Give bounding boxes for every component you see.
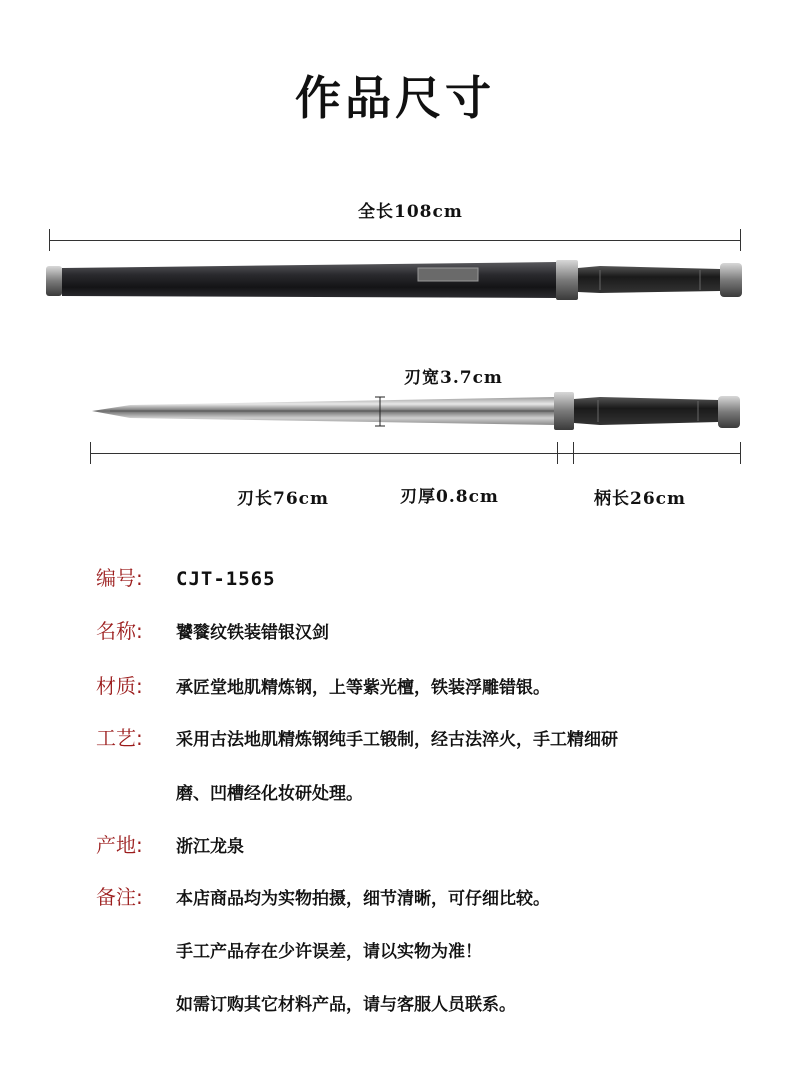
spec-code-row bbox=[96, 562, 276, 591]
spec-material-label: 材质: bbox=[96, 674, 143, 698]
spec-origin-value: 浙江龙泉 bbox=[176, 837, 244, 857]
blade-tick-left bbox=[90, 442, 91, 464]
spec-notes-line-2: 手工产品存在少许误差，请以实物为准！ bbox=[176, 942, 482, 962]
spec-notes-label: 备注: bbox=[96, 885, 143, 909]
spec-craft-row bbox=[96, 722, 618, 751]
spec-origin-label: 产地: bbox=[96, 833, 143, 857]
handle-length-label: 柄长26cm bbox=[594, 489, 686, 509]
spec-craft-label: 工艺: bbox=[96, 726, 143, 750]
spec-notes-row bbox=[96, 881, 550, 910]
blade-thickness-label: 刃厚0.8cm bbox=[400, 487, 499, 507]
spec-craft-value: 采用古法地肌精炼钢纯手工锻制，经古法淬火，手工精细研 bbox=[176, 730, 618, 750]
spec-material-value: 承匠堂地肌精炼钢，上等紫光檀，铁装浮雕错银。 bbox=[176, 678, 550, 698]
handle-tick-left bbox=[573, 442, 574, 464]
blade-handle-dimension-line bbox=[90, 453, 740, 454]
spec-code-label: 编号: bbox=[96, 566, 143, 590]
spec-origin-row bbox=[96, 829, 244, 858]
spec-name-row bbox=[96, 615, 329, 644]
page-title: 作品尺寸 bbox=[295, 71, 495, 125]
handle-tick-right bbox=[740, 442, 741, 464]
spec-code-value: CJT-1565 bbox=[176, 568, 276, 590]
total-length-label: 全长108cm bbox=[358, 202, 463, 222]
spec-name-label: 名称: bbox=[96, 619, 143, 643]
spec-notes-line-1: 本店商品均为实物拍摄，细节清晰，可仔细比较。 bbox=[176, 889, 550, 909]
spec-notes-line-3: 如需订购其它材料产品，请与客服人员联系。 bbox=[176, 995, 516, 1015]
blade-length-label: 刃长76cm bbox=[237, 489, 329, 509]
spec-craft-value-continued: 磨、凹槽经化妆研处理。 bbox=[176, 784, 363, 804]
blade-width-label: 刃宽3.7cm bbox=[404, 368, 503, 388]
spec-name-value: 饕餮纹铁装错银汉剑 bbox=[176, 623, 329, 643]
blade-tick-right bbox=[557, 442, 558, 464]
spec-material-row bbox=[96, 670, 550, 699]
